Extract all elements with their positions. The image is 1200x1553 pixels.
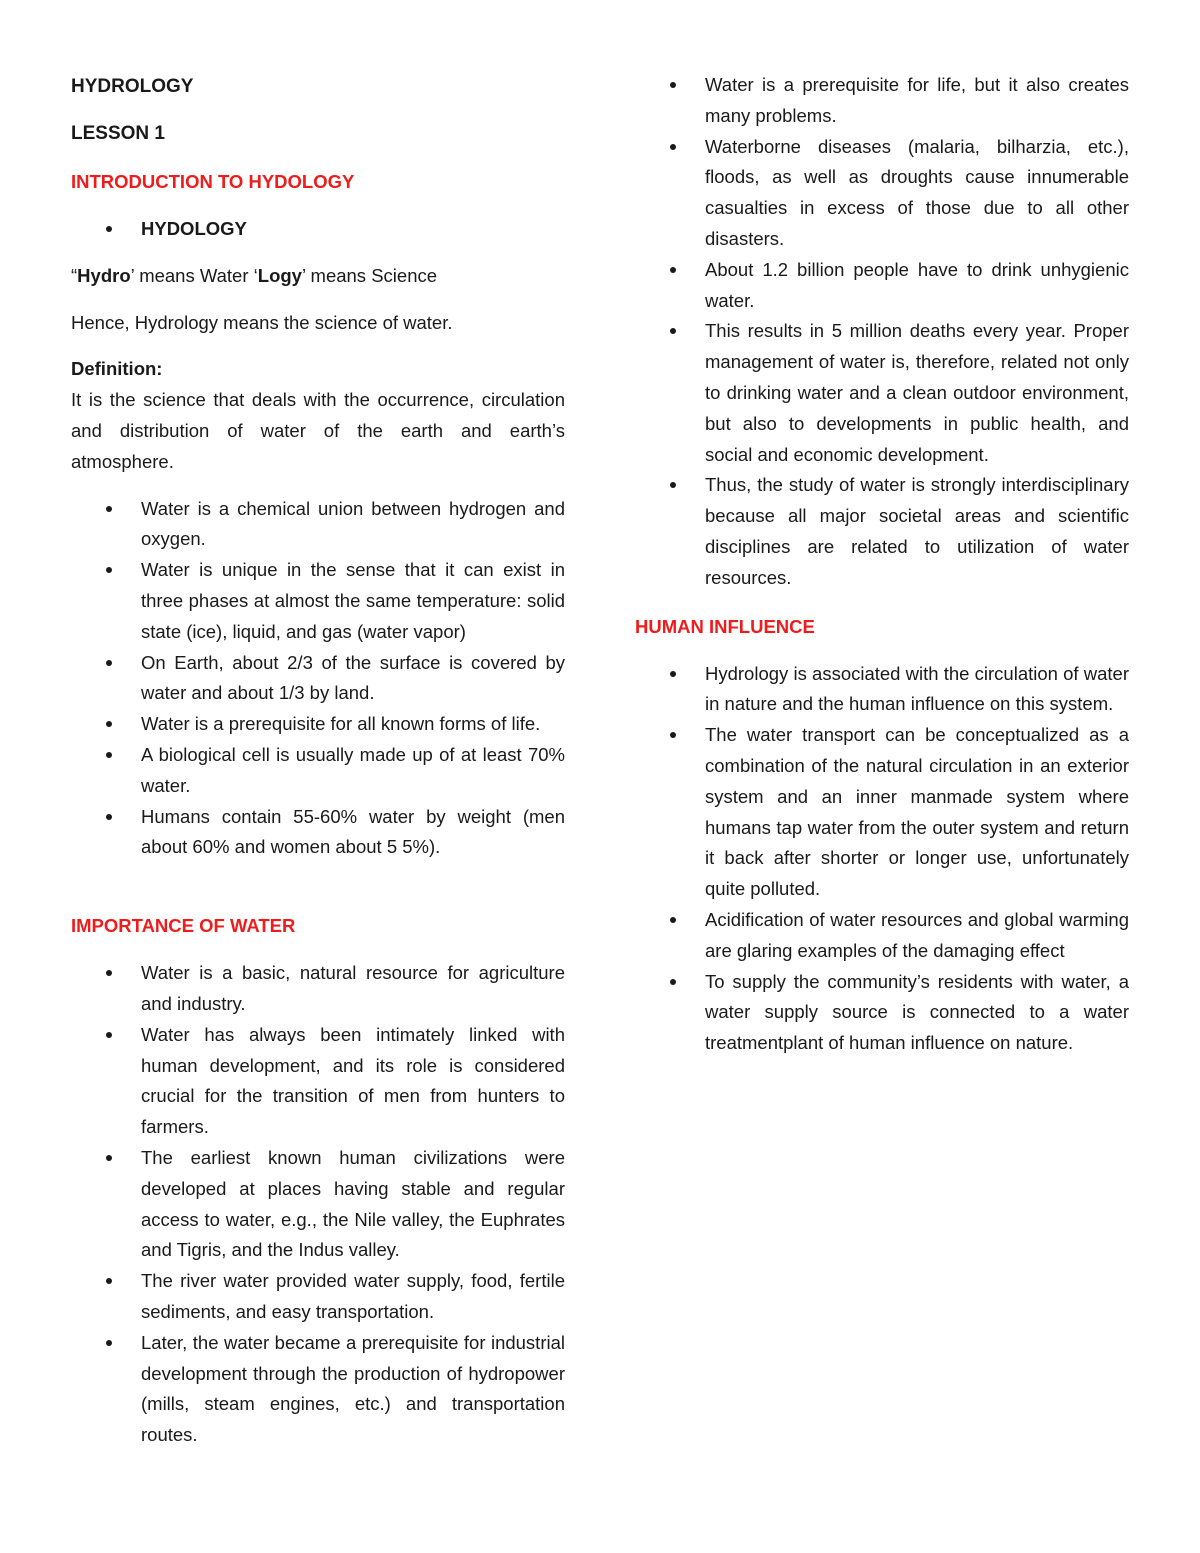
list-item: Hydrology is associated with the circulation of water in nature and the human influence on this system.: [635, 659, 1129, 721]
intro-bullet: HYDOLOGY: [71, 214, 565, 245]
list-item: Water has always been intimately linked with human development, and its role is considered crucial for the transition of men from hunters to farmers.: [71, 1020, 565, 1143]
intro-bullet-list: [71, 214, 565, 245]
importance-list: [71, 958, 565, 1451]
document-title: HYDROLOGY: [71, 76, 194, 97]
human-influence-heading: HUMAN INFLUENCE: [635, 615, 815, 637]
list-item: Thus, the study of water is strongly interdisciplinary because all major societal areas and scientific disciplines are related to utilization of water resources.: [635, 470, 1129, 593]
etym-logy: Logy: [257, 264, 302, 286]
etym-hydro: Hydro: [77, 264, 131, 286]
list-item: Later, the water became a prerequisite for industrial development through the production of hydropower (mills, steam engines, etc.) and transportation routes.: [71, 1328, 565, 1451]
water-facts-list: [71, 494, 565, 864]
list-item: A biological cell is usually made up of at least 70% water.: [71, 740, 565, 802]
definition-text: It is the science that deals with the occurrence, circulation and distribution of water of the earth and earth’s atmosphere.: [71, 389, 565, 472]
human-influence-list: [635, 659, 1129, 1059]
etym-end: ’ means Science: [301, 264, 438, 286]
right-column: [635, 70, 1129, 1059]
list-item: Water is a basic, natural resource for agriculture and industry.: [71, 958, 565, 1020]
list-item: On Earth, about 2/3 of the surface is covered by water and about 1/3 by land.: [71, 648, 565, 710]
etymology-line: [71, 261, 565, 292]
list-item: Water is unique in the sense that it can exist in three phases at almost the same temperature: solid state (ice), liquid, and gas (water vapor): [71, 555, 565, 647]
lesson-label: LESSON 1: [71, 123, 165, 144]
list-item: The river water provided water supply, food, fertile sediments, and easy transportation.: [71, 1266, 565, 1328]
list-item: Humans contain 55-60% water by weight (men about 60% and women about 5 5%).: [71, 802, 565, 864]
list-item: This results in 5 million deaths every year. Proper management of water is, therefore, related not only to drinking water and a clean outdoor environment, but also to developments in public health, and social and economic development.: [635, 316, 1129, 470]
list-item: About 1.2 billion people have to drink unhygienic water.: [635, 255, 1129, 317]
list-item: Water is a prerequisite for all known forms of life.: [71, 709, 565, 740]
definition-label: Definition:: [71, 358, 163, 380]
list-item: Water is a chemical union between hydrogen and oxygen.: [71, 494, 565, 556]
hence-line: Hence, Hydrology means the science of water.: [71, 311, 453, 333]
problems-list: [635, 70, 1129, 594]
etym-quote-open: “: [71, 264, 78, 286]
list-item: Water is a prerequisite for life, but it also creates many problems.: [635, 70, 1129, 132]
etym-mid: ’ means Water ‘: [130, 264, 258, 286]
left-column: [71, 72, 565, 1451]
importance-heading: IMPORTANCE OF WATER: [71, 915, 296, 937]
list-item: The water transport can be conceptualized as a combination of the natural circulation in an exterior system and an inner manmade system where humans tap water from the outer system and return it back after shorter or longer use, unfortunately quite polluted.: [635, 720, 1129, 905]
list-item: To supply the community’s residents with water, a water supply source is connected to a water treatmentplant of human influence on nature.: [635, 967, 1129, 1059]
list-item: The earliest known human civilizations were developed at places having stable and regular access to water, e.g., the Nile valley, the Euphrates and Tigris, and the Indus valley.: [71, 1143, 565, 1266]
list-item: Acidification of water resources and global warming are glaring examples of the damaging effect: [635, 905, 1129, 967]
intro-heading: INTRODUCTION TO HYDOLOGY: [71, 171, 355, 192]
list-item: Waterborne diseases (malaria, bilharzia, etc.), floods, as well as droughts cause innumerable casualties in excess of those due to all other disasters.: [635, 132, 1129, 255]
